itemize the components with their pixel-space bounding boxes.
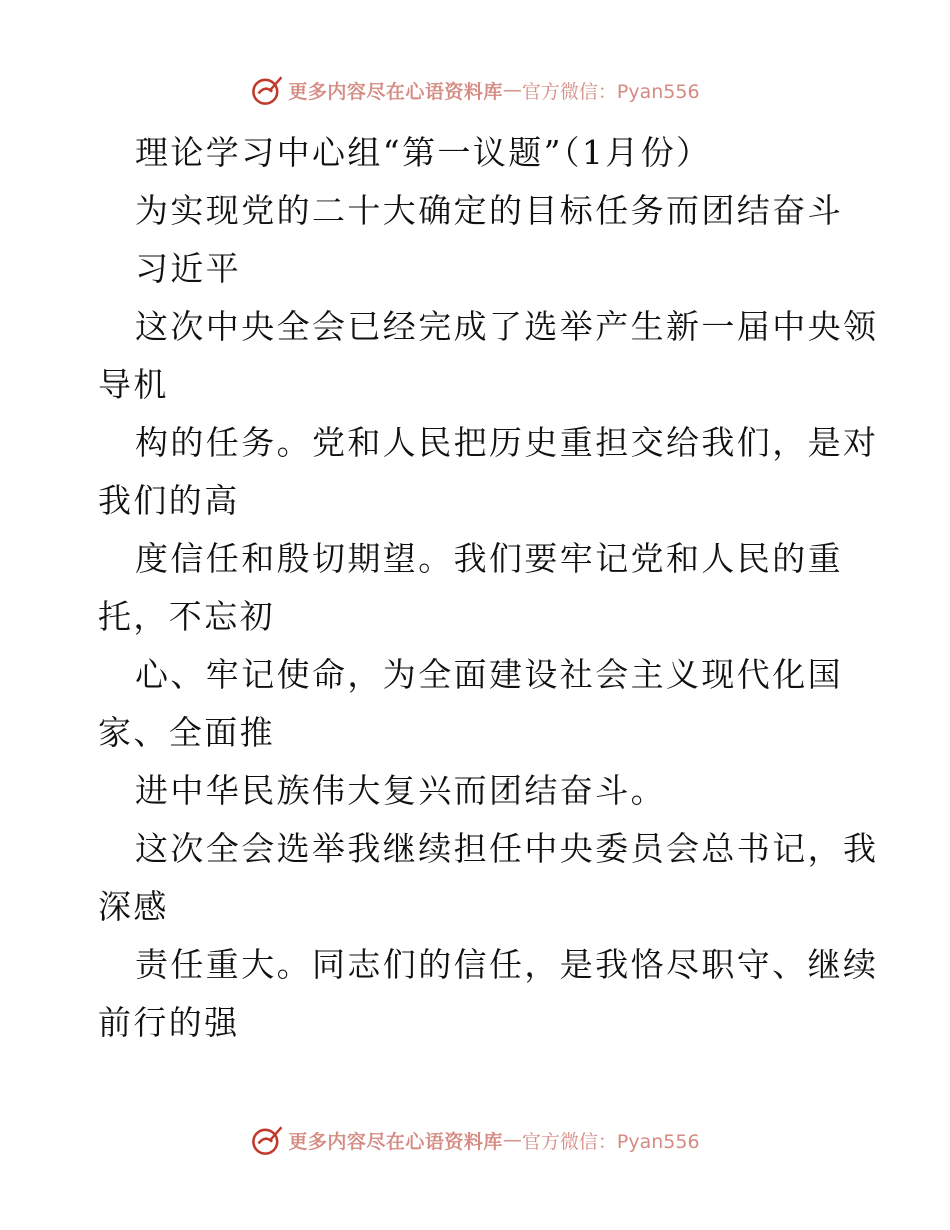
doc-line: 这次中央全会已经完成了选举产生新一届中央领: [135, 307, 879, 346]
doc-line: 度信任和殷切期望。我们要牢记党和人民的重: [135, 539, 843, 578]
doc-line-title: 理论学习中心组“第一议题”（1月份）: [135, 133, 712, 172]
watermark-separator: —: [502, 1129, 522, 1151]
doc-line: 前行的强: [98, 1003, 240, 1042]
doc-line: 心、牢记使命，为全面建设社会主义现代化国: [135, 655, 843, 694]
pen-logo-icon: [250, 1123, 284, 1157]
doc-line: 我们的高: [98, 481, 240, 520]
doc-line: 深感: [98, 887, 169, 926]
doc-line: 托，不忘初: [98, 597, 275, 636]
doc-line: 构的任务。党和人民把历史重担交给我们，是对: [135, 423, 879, 462]
doc-line: 责任重大。同志们的信任，是我恪尽职守、继续: [135, 945, 879, 984]
pen-logo-icon: [250, 73, 284, 107]
doc-line-subtitle: 为实现党的二十大确定的目标任务而团结奋斗: [135, 191, 843, 230]
watermark-contact: 官方微信：Pyan556: [521, 80, 700, 103]
document-body: [98, 124, 879, 1052]
footer-watermark: [0, 1120, 950, 1160]
doc-line: 这次全会选举我继续担任中央委员会总书记，我: [135, 829, 879, 868]
watermark-contact: 官方微信：Pyan556: [521, 1130, 700, 1153]
doc-line: 导机: [98, 365, 169, 404]
watermark-brand: 更多内容尽在心语资料库: [288, 1130, 503, 1153]
doc-line: 进中华民族伟大复兴而团结奋斗。: [135, 771, 666, 810]
header-watermark: [0, 70, 950, 110]
watermark-separator: —: [502, 79, 522, 101]
watermark-brand: 更多内容尽在心语资料库: [288, 80, 503, 103]
doc-line-author: 习近平: [135, 249, 242, 288]
doc-line: 家、全面推: [98, 713, 275, 752]
